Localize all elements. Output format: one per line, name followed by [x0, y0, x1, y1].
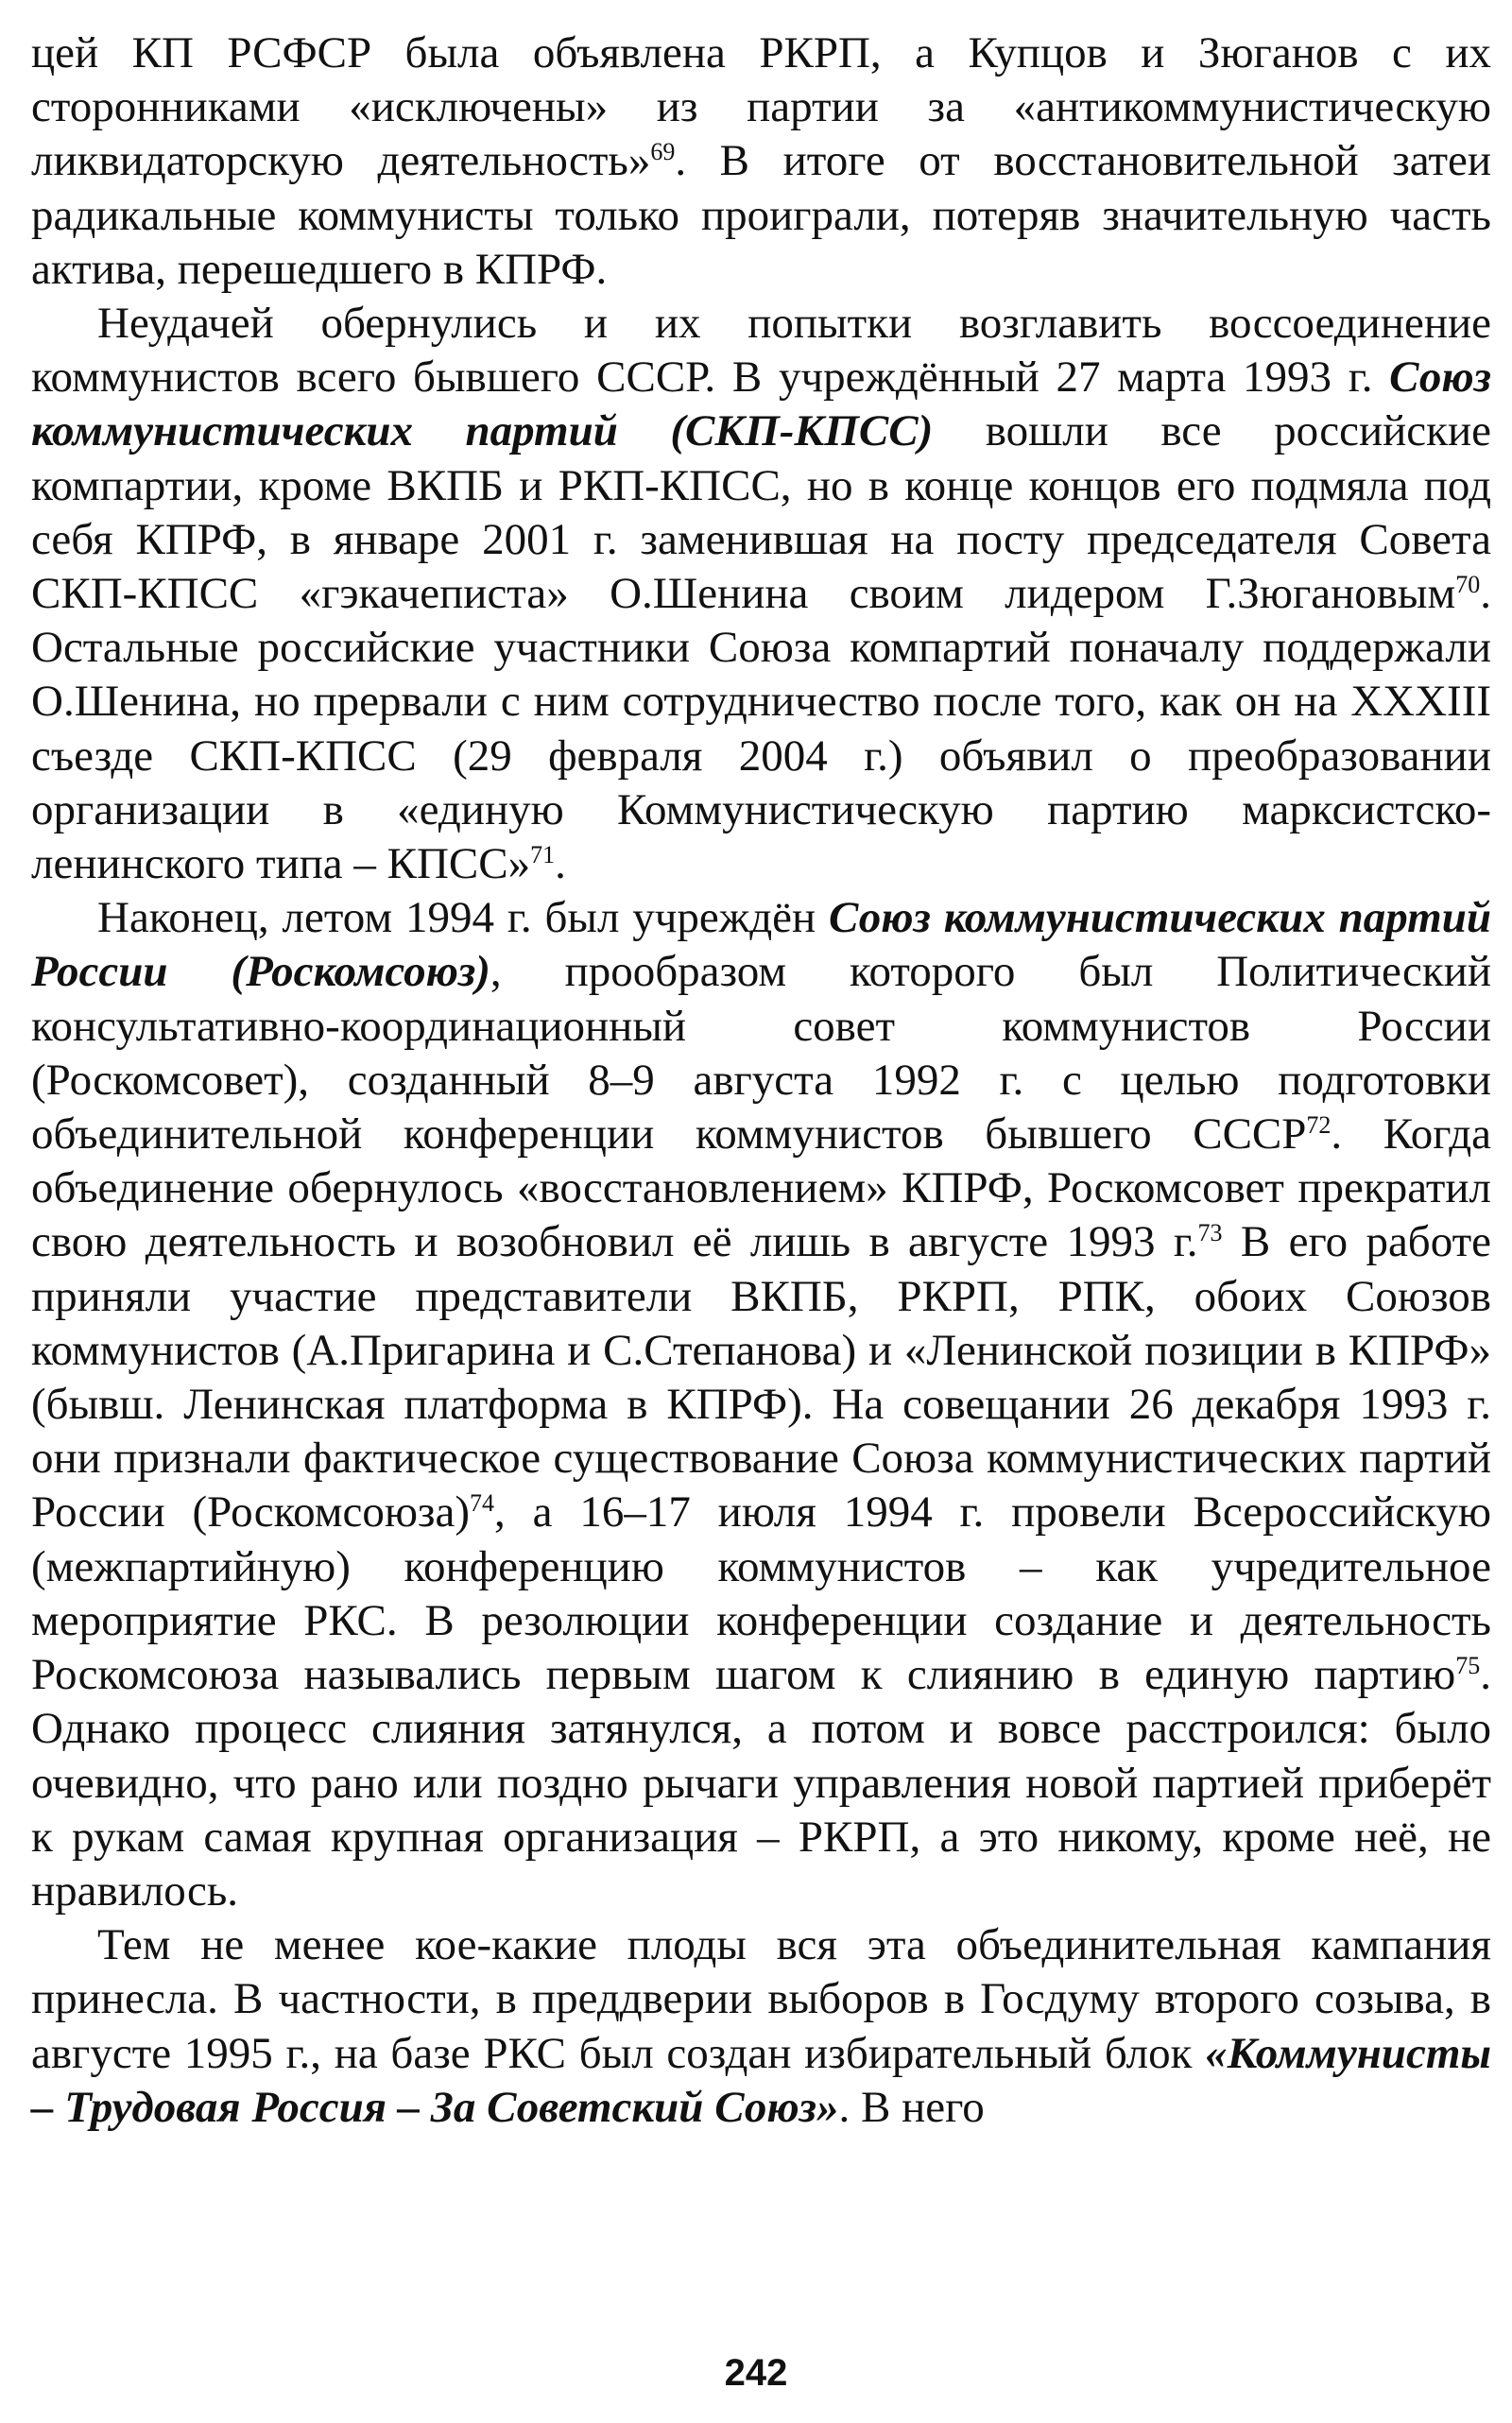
page-number: 242	[724, 2352, 788, 2394]
paragraph-4	[31, 1918, 1491, 2135]
footnote-ref: 70	[1455, 571, 1481, 599]
paragraph-2	[31, 297, 1491, 891]
text-run: цей КП РСФСР была объявлена РКРП, а Купцов и Зюганов с их сторонниками «исключены» из партии за «антикоммунистическую ликвидаторскую деятельность»	[31, 28, 1491, 186]
text-run: .	[555, 839, 566, 889]
text-run: Неудачей обернулись и их попытки возглавить воссоединение коммунистов всего бывшего СССР. В учреждённый 27 марта 1993 г.	[31, 299, 1491, 403]
text-run: В его работе приняли участие представители ВКПБ, РКРП, РПК, обоих Союзов коммунистов (А.Пригарина и С.Степанова) и «Ленинской позиции в КПРФ» (бывш. Ленинская платформа в КПРФ). На совещании 26 декабря 1993 г. они признали фактическое существование Союза коммунистических партий России (Роскомсоюза)	[31, 1217, 1491, 1538]
emphasized-term: Союз коммунистических партий (СКП-КПСС)	[31, 352, 1491, 456]
footnote-ref: 74	[470, 1489, 495, 1518]
emphasized-term: Союз коммунистических партий России (Роскомсоюз)	[31, 893, 1491, 997]
emphasized-term: «Коммунисты – Трудовая Россия – За Советский Союз»	[31, 2028, 1491, 2132]
text-run: вошли все российские компартии, кроме ВКПБ и РКП-КПСС, но в конце концов его подмяла под себя КПРФ, в январе 2001 г. заменившая на посту председателя Совета СКП-КПСС «гэкачеписта» О.Шенина своим лидером Г.Зюгановым	[31, 406, 1491, 619]
footnote-ref: 71	[530, 841, 556, 869]
text-run: . Остальные российские участники Союза компартий поначалу поддержали О.Шенина, но прервали с ним сотрудничество после того, как он на XXXIII съезде СКП-КПСС (29 февраля 2004 г.) объявил о преобразовании организации в «единую Коммунистическую партию марксистско-ленинского типа – КПСС»	[31, 569, 1491, 889]
footnote-ref: 72	[1306, 1111, 1332, 1140]
footnote-ref: 75	[1455, 1652, 1481, 1680]
page-body	[31, 26, 1491, 2135]
paragraph-3	[31, 891, 1491, 1918]
text-run: . В итоге от восстановительной затеи радикальные коммунисты только проиграли, потеряв значительную часть актива, перешедшего в КПРФ.	[31, 136, 1491, 294]
text-run: , прообразом которого был Политический консультативно-координационный совет коммунистов России (Роскомсовет), созданный 8–9 августа 1992 г. с целью подготовки объединительной конференции коммунистов бывшего СССР	[31, 947, 1491, 1160]
text-run: . В него	[838, 2082, 985, 2132]
text-run: , а 16–17 июля 1994 г. провели Всероссийскую (межпартийную) конференцию коммунистов – как учредительное мероприятие РКС. В резолюции конференции создание и деятельность Роскомсоюза назывались первым шагом к слиянию в единую партию	[31, 1487, 1491, 1700]
paragraph-1	[31, 26, 1491, 297]
footnote-ref: 69	[650, 138, 676, 166]
text-run: Тем не менее кое-какие плоды вся эта объединительная кампания принесла. В частности, в преддверии выборов в Госдуму второго созыва, в августе 1995 г., на базе РКС был создан избирательный блок	[31, 1920, 1491, 2078]
text-run: . Однако процесс слияния затянулся, а потом и вовсе расстроился: было очевидно, что рано или поздно рычаги управления новой партией приберёт к рукам самая крупная организация – РКРП, а это никому, кроме неё, не нравилось.	[31, 1650, 1491, 1916]
footnote-ref: 73	[1197, 1219, 1223, 1247]
text-run: . Когда объединение обернулось «восстановлением» КПРФ, Роскомсовет прекратил свою деятельность и возобновил её лишь в августе 1993 г.	[31, 1109, 1491, 1267]
text-run: Наконец, летом 1994 г. был учреждён	[97, 893, 830, 943]
